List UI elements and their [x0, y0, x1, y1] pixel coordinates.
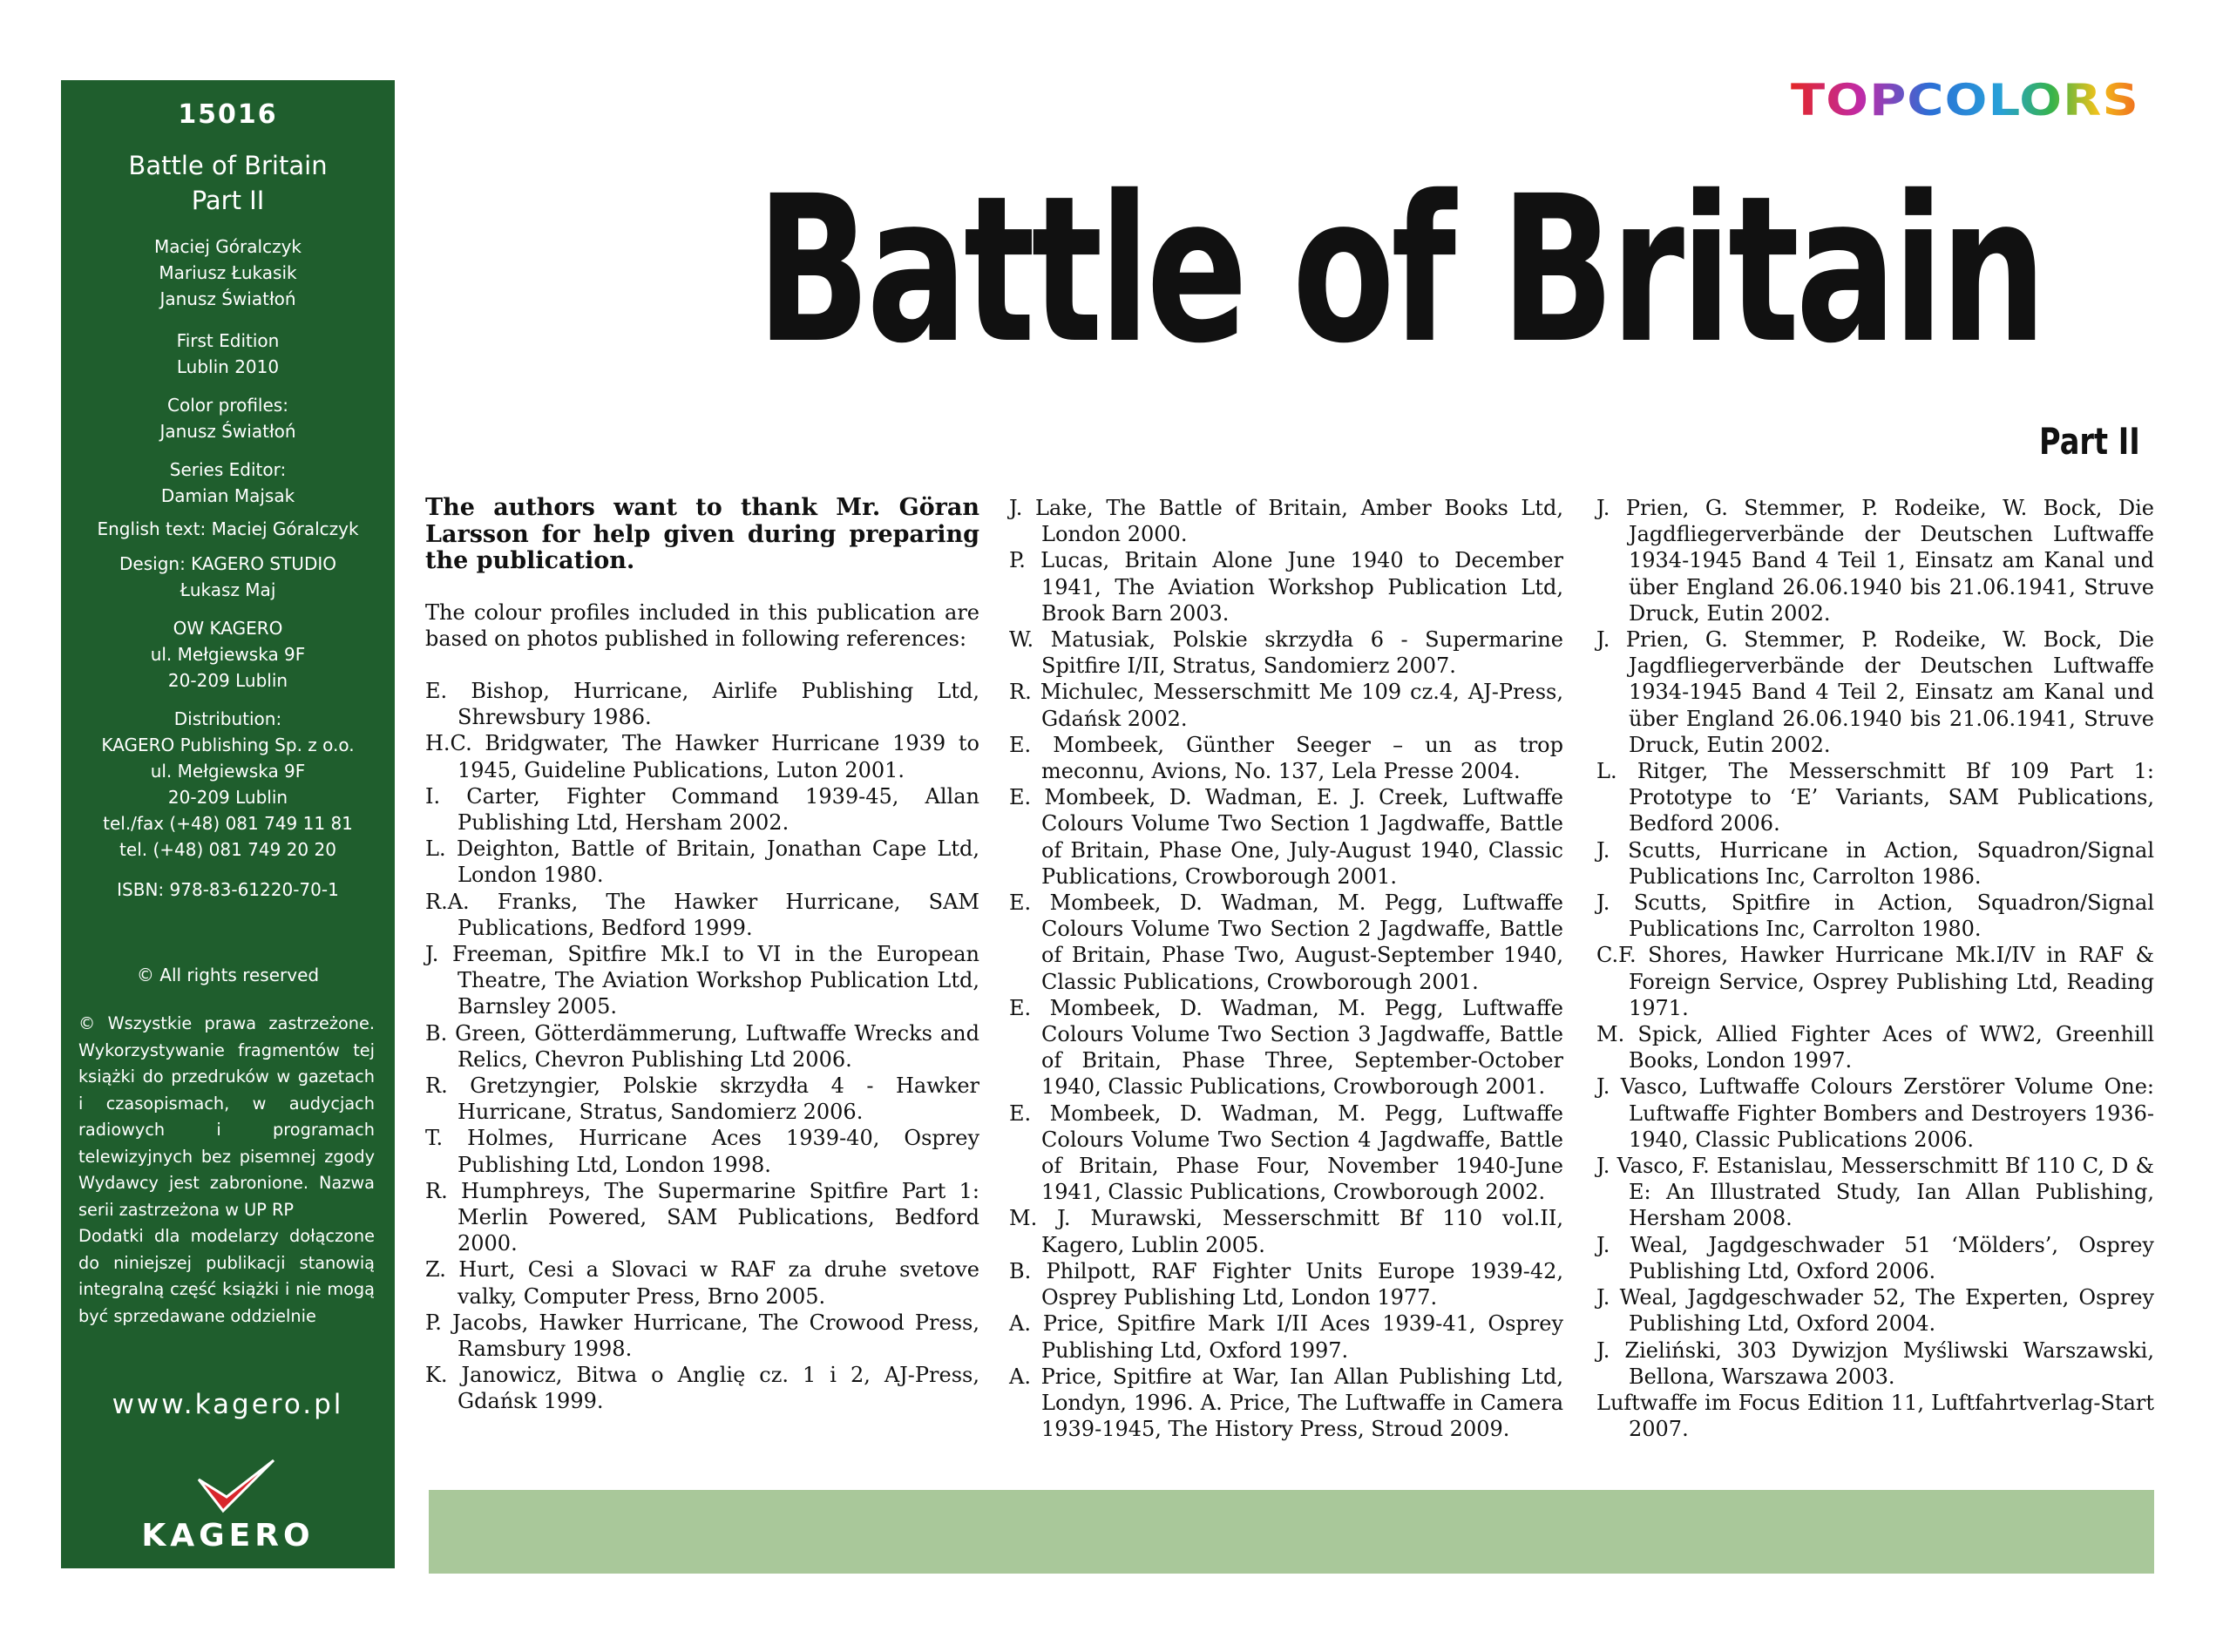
publisher-line: ul. Mełgiewska 9F — [150, 644, 306, 665]
reference-item: L. Ritger, The Messerschmitt Bf 109 Part 1: Prototype to ‘E’ Variants, SAM Publications, Bedford 2006. — [1596, 759, 2154, 836]
distribution-line: KAGERO Publishing Sp. z o.o. — [101, 735, 355, 755]
references-column-2 — [1009, 495, 1563, 1442]
references-column-3 — [1596, 495, 2154, 1442]
reference-item: E. Mombeek, D. Wadman, E. J. Creek, Luftwaffe Colours Volume Two Section 1 Jagdwaffe, Battle of Britain, Phase One, July-August 1940, Classic Publications, Crowborough 2001. — [1009, 785, 1563, 889]
reference-item: J. Lake, The Battle of Britain, Amber Books Ltd, London 2000. — [1009, 496, 1563, 547]
reference-item: A. Price, Spitfire at War, Ian Allan Publishing Ltd, Londyn, 1996. A. Price, The Luftwaffe in Camera 1939-1945, The History Press, Stroud 2009. — [1009, 1364, 1563, 1442]
reference-item: R. Gretzyngier, Polskie skrzydła 4 - Hawker Hurricane, Stratus, Sandomierz 2006. — [425, 1073, 979, 1125]
reference-item: J. Prien, G. Stemmer, P. Rodeike, W. Bock, Die Jagdfliegerverbände der Deutschen Luftwaffe 1934-1945 Band 4 Teil 2, Einsatz am Kanal und über England 26.06.1940 bis 21.06.1941, Struve Druck, Eutin 2002. — [1596, 627, 2154, 757]
reference-item: E. Mombeek, Günther Seeger – un as trop meconnu, Avions, No. 137, Lela Presse 2004. — [1009, 732, 1563, 784]
checkmark-logo-icon — [61, 1457, 395, 1518]
color-profiles-label: Color profiles: — [167, 395, 288, 416]
reference-item: E. Mombeek, D. Wadman, M. Pegg, Luftwaffe Colours Volume Two Section 4 Jagdwaffe, Battle of Britain, Phase Four, November 1940-June 1941, Classic Publications, Crowborough 2002. — [1009, 1100, 1563, 1205]
isbn: ISBN: 978-83-61220-70-1 — [117, 879, 339, 900]
reference-item: P. Lucas, Britain Alone June 1940 to December 1941, The Aviation Workshop Publication Ltd, Brook Barn 2003. — [1009, 548, 1563, 626]
polish-addons-paragraph: Dodatki dla modelarzy dołączone do niniejszej publikacji stanowią integralną część książki i nie mogą być sprzedawane oddzielnie — [78, 1226, 375, 1326]
distribution-line: ul. Mełgiewska 9F — [150, 761, 306, 782]
polish-legal-text — [78, 1011, 375, 1330]
edition-line: First Edition — [176, 330, 280, 351]
acknowledgement: The authors want to thank Mr. Göran Larsson for help given during preparing the publication. — [425, 494, 979, 574]
reference-item: J. Weal, Jagdgeschwader 51 ‘Mölders’, Osprey Publishing Ltd, Oxford 2006. — [1596, 1232, 2154, 1283]
design-block — [61, 551, 395, 603]
design-name: Łukasz Maj — [180, 579, 276, 600]
distribution-line: Distribution: — [173, 708, 282, 729]
reference-item: W. Matusiak, Polskie skrzydła 6 - Supermarine Spitfire I/II, Stratus, Sandomierz 2007. — [1009, 627, 1563, 679]
publisher-line: OW KAGERO — [173, 618, 283, 639]
rights-notice: © All rights reserved — [136, 965, 320, 985]
color-profiles-name: Janusz Światłoń — [159, 421, 296, 442]
references-intro: The colour profiles included in this publication are based on photos published in following references: — [425, 599, 979, 651]
references-column-1 — [425, 495, 979, 1415]
sidebar-title-line2: Part II — [191, 186, 265, 215]
author-name: Janusz Światłoń — [159, 288, 296, 309]
reference-item: J. Freeman, Spitfire Mk.I to VI in the European Theatre, The Aviation Workshop Publication Ltd, Barnsley 2005. — [425, 941, 979, 1019]
reference-item: J. Scutts, Spitfire in Action, Squadron/Signal Publications Inc, Carrolton 1980. — [1596, 890, 2154, 942]
reference-item: R. Michulec, Messerschmitt Me 109 cz.4, AJ-Press, Gdańsk 2002. — [1009, 680, 1563, 731]
reference-item: L. Deighton, Battle of Britain, Jonathan Cape Ltd, London 1980. — [425, 836, 979, 888]
website-link[interactable]: www.kagero.pl — [112, 1389, 344, 1420]
reference-item: R. Humphreys, The Supermarine Spitfire Part 1: Merlin Powered, SAM Publications, Bedford 2000. — [425, 1178, 979, 1256]
distribution-line: tel. (+48) 081 749 20 20 — [119, 839, 336, 860]
reference-item: Z. Hurt, Cesi a Slovaci w RAF za druhe svetove valky, Computer Press, Brno 2005. — [425, 1257, 979, 1309]
reference-item: J. Weal, Jagdgeschwader 52, The Experten, Osprey Publishing Ltd, Oxford 2004. — [1596, 1285, 2154, 1337]
reference-item: J. Scutts, Hurricane in Action, Squadron/Signal Publications Inc, Carrolton 1986. — [1596, 837, 2154, 889]
author-name: Mariusz Łukasik — [159, 262, 297, 283]
author-name: Maciej Góralczyk — [154, 236, 302, 257]
reference-item: A. Price, Spitfire Mark I/II Aces 1939-41, Osprey Publishing Ltd, Oxford 1997. — [1009, 1311, 1563, 1363]
kagero-logo-text: KAGERO — [141, 1518, 315, 1554]
reference-item: E. Mombeek, D. Wadman, M. Pegg, Luftwaffe Colours Volume Two Section 2 Jagdwaffe, Battle of Britain, Phase Two, August-September 1940, Classic Publications, Crowborough 2001. — [1009, 890, 1563, 994]
reference-item: J. Vasco, F. Estanislau, Messerschmitt Bf 110 C, D & E: An Illustrated Study, Ian Allan Publishing, Hersham 2008. — [1596, 1154, 2154, 1231]
reference-item: K. Janowicz, Bitwa o Anglię cz. 1 i 2, AJ-Press, Gdańsk 1999. — [425, 1363, 979, 1414]
color-profiles-block — [61, 392, 395, 444]
reference-item: B. Philpott, RAF Fighter Units Europe 1939-42, Osprey Publishing Ltd, London 1977. — [1009, 1258, 1563, 1310]
reference-item: B. Green, Götterdämmerung, Luftwaffe Wrecks and Relics, Chevron Publishing Ltd 2006. — [425, 1020, 979, 1072]
publisher-block — [61, 615, 395, 694]
reference-item: C.F. Shores, Hawker Hurricane Mk.I/IV in RAF & Foreign Service, Osprey Publishing Ltd, Reading 1971. — [1596, 943, 2154, 1020]
reference-item: Luftwaffe im Focus Edition 11, Luftfahrtverlag-Start 2007. — [1596, 1390, 2154, 1442]
english-text-credit: English text: Maciej Góralczyk — [97, 518, 359, 539]
sidebar-title — [61, 148, 395, 218]
topcolors-wordmark — [1791, 71, 2139, 124]
series-code: 15016 — [178, 99, 278, 130]
design-label: Design: KAGERO STUDIO — [119, 553, 336, 574]
topcolors-brand — [1791, 71, 2139, 124]
series-editor-label: Series Editor: — [169, 459, 287, 480]
reference-item: P. Jacobs, Hawker Hurricane, The Crowood Press, Ramsbury 1998. — [425, 1310, 979, 1361]
sidebar-panel — [61, 80, 395, 1568]
publisher-line: 20-209 Lublin — [167, 670, 288, 691]
reference-item: R.A. Franks, The Hawker Hurricane, SAM Publications, Bedford 1999. — [425, 889, 979, 940]
edition-line: Lublin 2010 — [176, 356, 280, 377]
reference-item: T. Holmes, Hurricane Aces 1939-40, Osprey Publishing Ltd, London 1998. — [425, 1126, 979, 1177]
reference-item: H.C. Bridgwater, The Hawker Hurricane 1939 to 1945, Guideline Publications, Luton 2001. — [425, 731, 979, 782]
edition-block — [61, 328, 395, 380]
distribution-block — [61, 706, 395, 863]
reference-item: E. Mombeek, D. Wadman, M. Pegg, Luftwaffe Colours Volume Two Section 3 Jagdwaffe, Battle of Britain, Phase Three, September-October 1940, Classic Publications, Crowborough 2001. — [1009, 995, 1563, 1100]
reference-item: E. Bishop, Hurricane, Airlife Publishing Ltd, Shrewsbury 1986. — [425, 678, 979, 730]
topcolors-text: TOPCOLORS — [1791, 75, 2139, 124]
kagero-logo-mark — [61, 1457, 395, 1521]
reference-item: M. Spick, Allied Fighter Aces of WW2, Greenhill Books, London 1997. — [1596, 1022, 2154, 1073]
sidebar-title-line1: Battle of Britain — [128, 151, 328, 180]
reference-item: J. Vasco, Luftwaffe Colours Zerstörer Volume One: Luftwaffe Fighter Bombers and Destroyers 1936-1940, Classic Publications 2006. — [1596, 1074, 2154, 1152]
series-editor-block — [61, 457, 395, 509]
polish-rights-paragraph: © Wszystkie prawa zastrzeżone. Wykorzystywanie fragmentów tej książki do przedruków w gazetach i czasopismach, w audycjach radiowych i programach telewizyjnych bez pisemnej zgody Wydawcy jest zabronione. Nazwa serii zastrzeżona w UP RP — [78, 1013, 375, 1220]
series-editor-name: Damian Majsak — [160, 485, 295, 506]
distribution-line: 20-209 Lublin — [167, 787, 288, 808]
reference-item: J. Prien, G. Stemmer, P. Rodeike, W. Bock, Die Jagdfliegerverbände der Deutschen Luftwaffe 1934-1945 Band 4 Teil 1, Einsatz am Kanal und über England 26.06.1940 bis 21.06.1941, Struve Druck, Eutin 2002. — [1596, 496, 2154, 626]
decorative-green-band — [429, 1490, 2154, 1574]
reference-item: J. Zieliński, 303 Dywizjon Myśliwski Warszawski, Bellona, Warszawa 2003. — [1596, 1337, 2154, 1389]
page-title: Battle of Britain — [756, 152, 2043, 388]
reference-item: M. J. Murawski, Messerschmitt Bf 110 vol.II, Kagero, Lublin 2005. — [1009, 1206, 1563, 1257]
reference-item: I. Carter, Fighter Command 1939-45, Allan Publishing Ltd, Hersham 2002. — [425, 783, 979, 835]
authors-block — [61, 234, 395, 312]
distribution-line: tel./fax (+48) 081 749 11 81 — [103, 813, 353, 834]
page-subtitle: Part II — [2039, 420, 2140, 463]
